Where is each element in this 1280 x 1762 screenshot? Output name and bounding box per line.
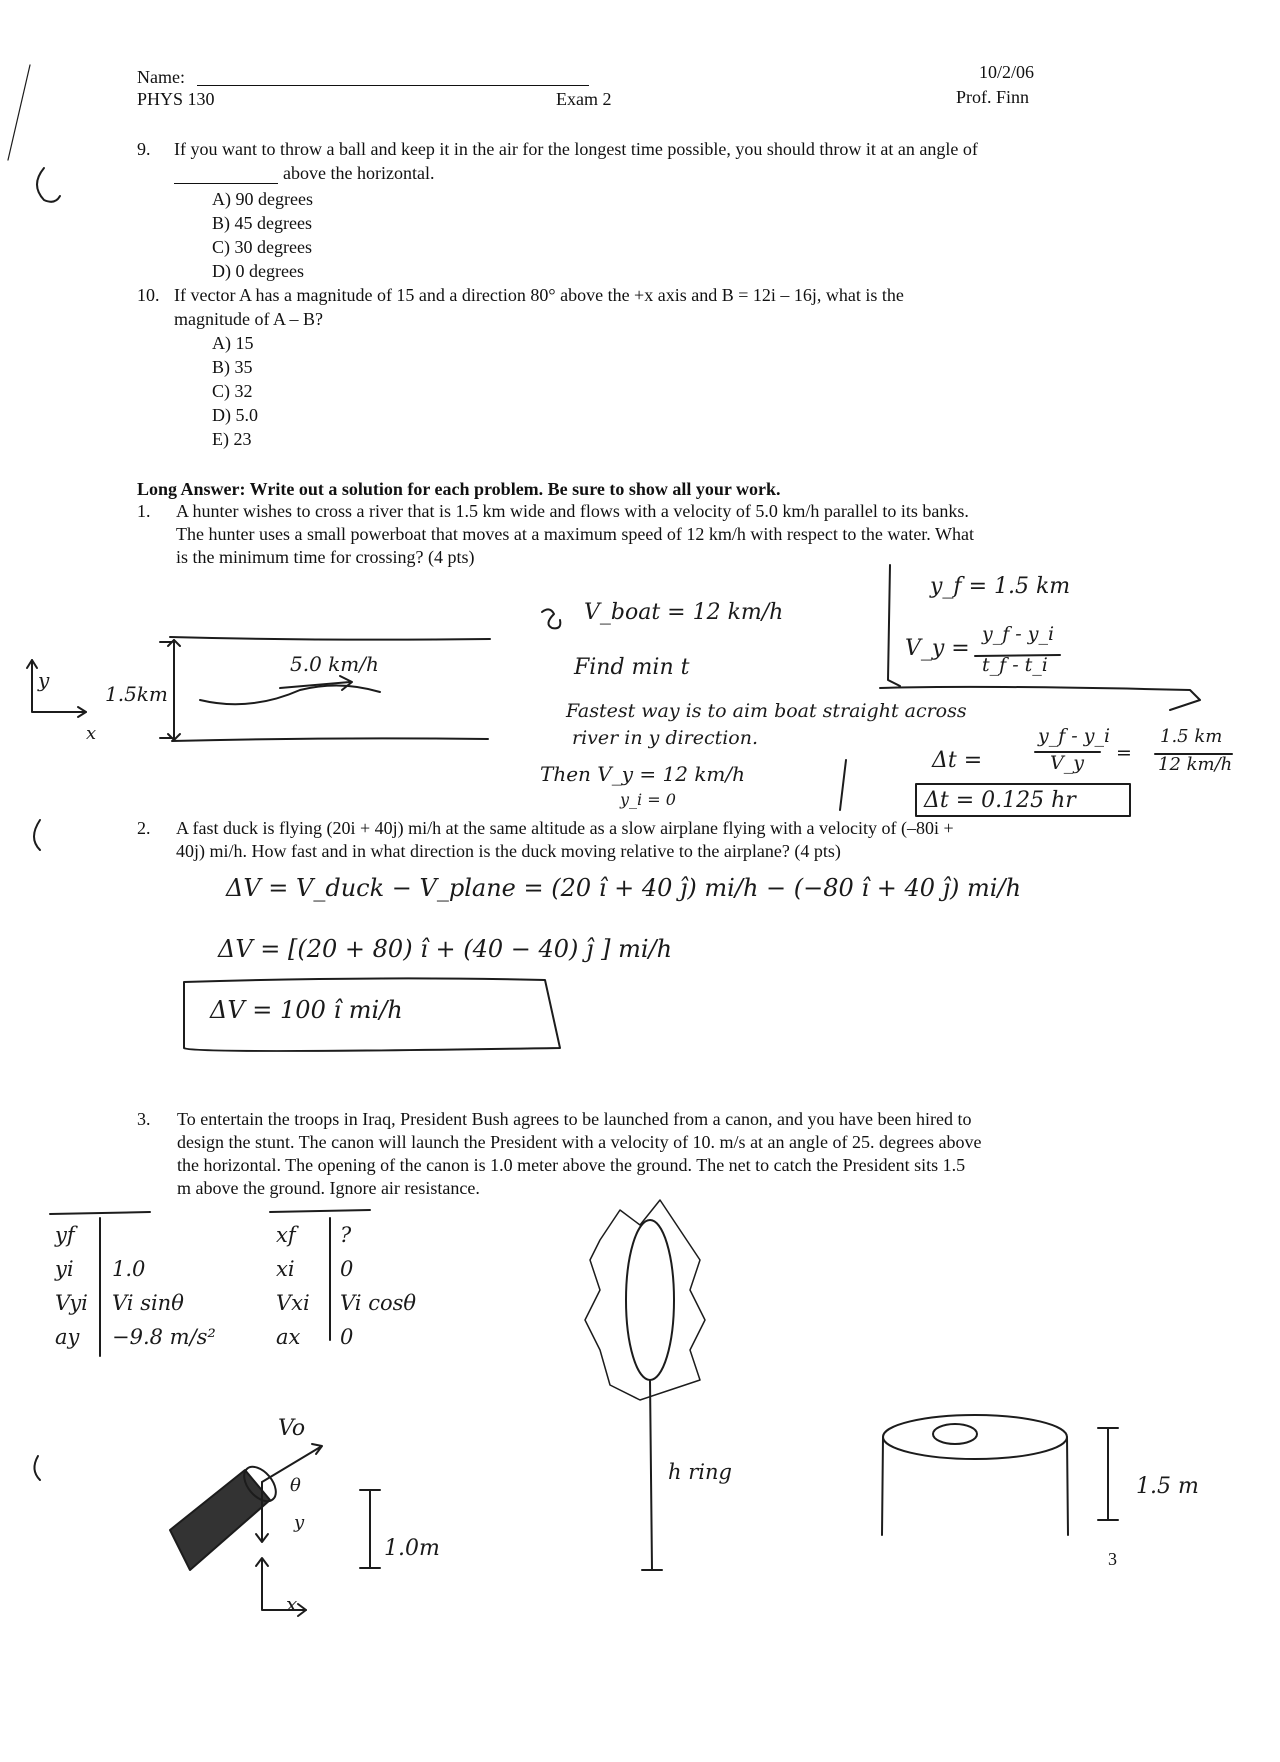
- q9-option-a: A) 90 degrees: [212, 189, 313, 209]
- exam-label: Exam 2: [556, 89, 612, 109]
- la3-height-marker-1: [360, 1490, 380, 1568]
- la3-h2-label: 1.5 m: [1136, 1474, 1199, 1499]
- la1-river-bank-bottom: [172, 738, 488, 741]
- la1-dt: Δt =: [932, 748, 983, 773]
- table-x-value: Vi cosθ: [340, 1291, 417, 1315]
- hoop-ring: [626, 1220, 674, 1380]
- la1-vy-den: t_f - t_i: [982, 654, 1048, 676]
- la1-answer: Δt = 0.125 hr: [924, 788, 1076, 813]
- la3-y-label: y: [294, 1512, 305, 1533]
- long-answer-heading: Long Answer: Write out a solution for each problem. Be sure to show all your work.: [137, 479, 781, 499]
- la2-line2: 40j) mi/h. How fast and in what direction is the duck moving relative to the airplane? (4 pts): [176, 841, 841, 861]
- q10-text-line2: magnitude of A – B?: [174, 309, 323, 329]
- table-x-label: xi: [276, 1257, 295, 1281]
- net-inner-icon: [933, 1424, 977, 1444]
- table-x-value: 0: [340, 1325, 354, 1349]
- la1-vy-fraction-bar: [975, 655, 1060, 656]
- table-x-label: ax: [276, 1325, 301, 1349]
- q10-option-c: C) 32: [212, 381, 253, 401]
- table-x-value: ?: [340, 1223, 352, 1247]
- table-x-label: Vxi: [276, 1291, 310, 1315]
- name-label: Name:: [137, 67, 185, 87]
- la2-line1: A fast duck is flying (20i + 40j) mi/h at the same altitude as a slow airplane flying with a velocity of (–80i +: [176, 818, 954, 838]
- page-number: 3: [1108, 1549, 1117, 1569]
- table-y-label: ay: [55, 1325, 80, 1349]
- la1-line3: is the minimum time for crossing? (4 pts): [176, 547, 475, 567]
- table-x-value: 0: [340, 1257, 354, 1281]
- la1-vy-num: y_f - y_i: [982, 623, 1055, 645]
- hoop-fire-outline: [585, 1200, 705, 1400]
- la1-river-bank-top: [170, 637, 490, 640]
- q9-option-c: C) 30 degrees: [212, 237, 312, 257]
- la2-eq2: ΔV = [(20 + 80) î + (40 − 40) ĵ ] mi/h: [218, 935, 673, 963]
- q10-option-b: B) 35: [212, 357, 253, 377]
- la3-line3: the horizontal. The opening of the canon is 1.0 meter above the ground. The net to catch the President sits 1.5: [177, 1155, 966, 1175]
- la1-flow-label: 5.0 km/h: [290, 652, 379, 676]
- q10-option-e: E) 23: [212, 429, 252, 449]
- la3-hring-label: h ring: [668, 1460, 732, 1484]
- la1-fastest2: river in y direction.: [572, 727, 759, 749]
- net-side-right: [1067, 1437, 1068, 1535]
- la2-answer-box: [184, 978, 560, 1051]
- la1-ratio-num: 1.5 km: [1160, 726, 1223, 747]
- la1-flow-wave: [200, 685, 380, 704]
- la3-vo-label: Vo: [278, 1416, 306, 1441]
- scribble-mark: [542, 609, 560, 628]
- table-y-label: Vyi: [55, 1291, 88, 1315]
- la1-ratio-den: 12 km/h: [1158, 754, 1233, 775]
- la1-dt-num: y_f - y_i: [1038, 725, 1111, 747]
- hoop-pole: [650, 1380, 652, 1570]
- binder-hole-mark-icon: [37, 168, 60, 202]
- cannon-body: [170, 1470, 270, 1570]
- la1-yf: y_f = 1.5 km: [930, 574, 1071, 599]
- la1-axes: [32, 660, 86, 712]
- q10-number: 10.: [137, 285, 160, 305]
- table-y-value: −9.8 m/s²: [112, 1325, 216, 1349]
- table-y-label: yi: [55, 1257, 74, 1281]
- la1-yi: y_i = 0: [620, 790, 676, 809]
- q9-text-line1: If you want to throw a ball and keep it in the air for the longest time possible, you should throw it at an angle of: [174, 139, 978, 159]
- la1-dt-den: V_y: [1050, 752, 1084, 774]
- la2-number: 2.: [137, 818, 151, 838]
- la3-x-label: x: [286, 1592, 298, 1616]
- la3-line4: m above the ground. Ignore air resistance.: [177, 1178, 480, 1198]
- q9-text-line2: above the horizontal.: [283, 163, 435, 183]
- la1-x-axis-label: x: [86, 723, 97, 744]
- table-y-label: yf: [55, 1223, 75, 1247]
- la1-answer-box: [916, 784, 1130, 816]
- la1-width-label: 1.5km: [105, 682, 168, 706]
- la1-flow-arrow-icon: [280, 676, 352, 690]
- la1-line2: The hunter uses a small powerboat that moves at a maximum speed of 12 km/h with respect to the water. What: [176, 524, 974, 544]
- la1-line1: A hunter wishes to cross a river that is 1.5 km wide and flows with a velocity of 5.0 km/h parallel to its banks.: [176, 501, 969, 521]
- la3-axes: [262, 1560, 306, 1610]
- binder-hole-mark-icon: [34, 820, 40, 850]
- table-y-value: 1.0: [112, 1257, 146, 1281]
- q10-option-a: A) 15: [212, 333, 254, 353]
- la3-line1: To entertain the troops in Iraq, President Bush agrees to be launched from a canon, and you have been hired to: [177, 1109, 972, 1129]
- velocity-arrow-icon: [262, 1444, 322, 1482]
- la1-eq-sign: =: [1116, 742, 1132, 764]
- la3-line2: design the stunt. The canon will launch the President with a velocity of 10. m/s at an angle of 25. degrees above: [177, 1132, 982, 1152]
- q10-text-line1: If vector A has a magnitude of 15 and a direction 80° above the +x axis and B = 12i – 16j, what is the: [174, 285, 904, 305]
- la3-h1-label: 1.0m: [384, 1536, 440, 1561]
- la1-find: Find min t: [574, 655, 690, 680]
- la1-vy-eq: V_y =: [905, 636, 970, 661]
- course-label: PHYS 130: [137, 89, 215, 109]
- date-label: 10/2/06: [979, 62, 1035, 82]
- professor-label: Prof. Finn: [956, 87, 1030, 107]
- la3-theta-label: θ: [290, 1475, 301, 1496]
- la1-fastest1: Fastest way is to aim boat straight across: [566, 700, 967, 722]
- q9-option-d: D) 0 degrees: [212, 261, 304, 281]
- q10-option-d: D) 5.0: [212, 405, 258, 425]
- la1-then: Then V_y = 12 km/h: [540, 762, 746, 786]
- q9-number: 9.: [137, 139, 151, 159]
- net-side-left: [882, 1437, 883, 1535]
- q9-option-b: B) 45 degrees: [212, 213, 312, 233]
- la1-y-axis-label: y: [38, 668, 50, 692]
- la2-eq3: ΔV = 100 î mi/h: [210, 996, 403, 1024]
- table-x-label: xf: [276, 1223, 296, 1247]
- la1-vboat: V_boat = 12 km/h: [584, 600, 784, 625]
- la2-eq1: ΔV = V_duck − V_plane = (20 î + 40 ĵ) mi/h − (−80 î + 40 ĵ) mi/h: [226, 874, 1022, 902]
- table-y-value: Vi sinθ: [112, 1291, 184, 1315]
- la3-height-marker-2: [1098, 1428, 1118, 1520]
- page-fold-line: [8, 65, 30, 160]
- la1-number: 1.: [137, 501, 151, 521]
- la3-number: 3.: [137, 1109, 151, 1129]
- binder-hole-mark-icon: [34, 1456, 40, 1480]
